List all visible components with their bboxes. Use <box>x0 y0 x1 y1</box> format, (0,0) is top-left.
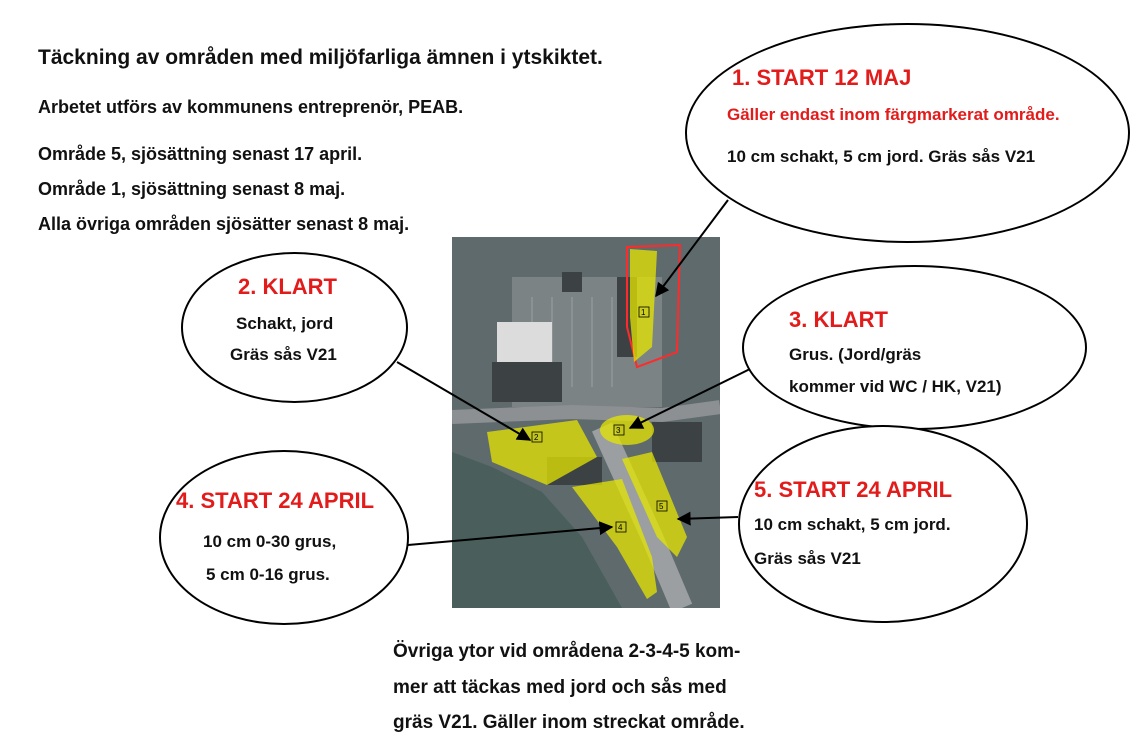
contractor-line: Arbetet utförs av kommunens entreprenör, PEAB. <box>38 97 464 117</box>
footer-line1: Övriga ytor vid områdena 2-3-4-5 kom- <box>393 641 741 662</box>
area3-line1: Grus. (Jord/gräs <box>789 345 922 364</box>
area5-status: 5. START 24 APRIL <box>754 477 953 502</box>
area1-launch-line: Område 1, sjösättning senast 8 maj. <box>38 179 346 199</box>
area2-line2: Gräs sås V21 <box>230 345 337 364</box>
page-title: Täckning av områden med miljöfarliga ämnen i ytskiktet. <box>38 46 603 69</box>
area3-zone <box>600 415 654 445</box>
building-small <box>562 272 582 292</box>
building-right <box>652 422 702 462</box>
callout-area5 <box>738 425 1028 623</box>
area1-status: 1. START 12 MAJ <box>732 65 912 90</box>
area3-line2: kommer vid WC / HK, V21) <box>789 377 1002 396</box>
area5-line2: Gräs sås V21 <box>754 549 861 568</box>
callout-area4 <box>159 450 409 625</box>
footer-line3: gräs V21. Gäller inom streckat område. <box>393 712 745 733</box>
map-label-1: 1 <box>641 308 646 317</box>
area4-line1: 10 cm 0-30 grus, <box>203 532 337 551</box>
footer-line2: mer att täckas med jord och sås med <box>393 677 727 698</box>
aerial-map-drawing <box>452 237 720 608</box>
area3-status: 3. KLART <box>789 307 888 332</box>
area4-status: 4. START 24 APRIL <box>176 488 375 513</box>
callout-area3 <box>742 265 1087 430</box>
area1-details: 10 cm schakt, 5 cm jord. Gräs sås V21 <box>727 147 1036 166</box>
map-label-4: 4 <box>618 523 623 532</box>
map-label-2: 2 <box>534 433 539 442</box>
map-label-5: 5 <box>659 502 664 511</box>
area5-launch-line: Område 5, sjösättning senast 17 april. <box>38 144 363 164</box>
area1-note: Gäller endast inom färgmarkerat område. <box>727 105 1060 124</box>
callout-area1 <box>685 23 1130 243</box>
area5-line1: 10 cm schakt, 5 cm jord. <box>754 515 951 534</box>
area4-line2: 5 cm 0-16 grus. <box>206 565 330 584</box>
building-dark <box>492 362 562 402</box>
callout-area2 <box>181 252 408 403</box>
area2-status: 2. KLART <box>238 274 337 299</box>
other-areas-launch-line: Alla övriga områden sjösätter senast 8 maj. <box>38 214 410 234</box>
building-white <box>497 322 552 362</box>
area2-line1: Schakt, jord <box>236 314 334 333</box>
map-label-3: 3 <box>616 426 621 435</box>
aerial-map <box>452 237 720 608</box>
road <box>452 407 720 417</box>
